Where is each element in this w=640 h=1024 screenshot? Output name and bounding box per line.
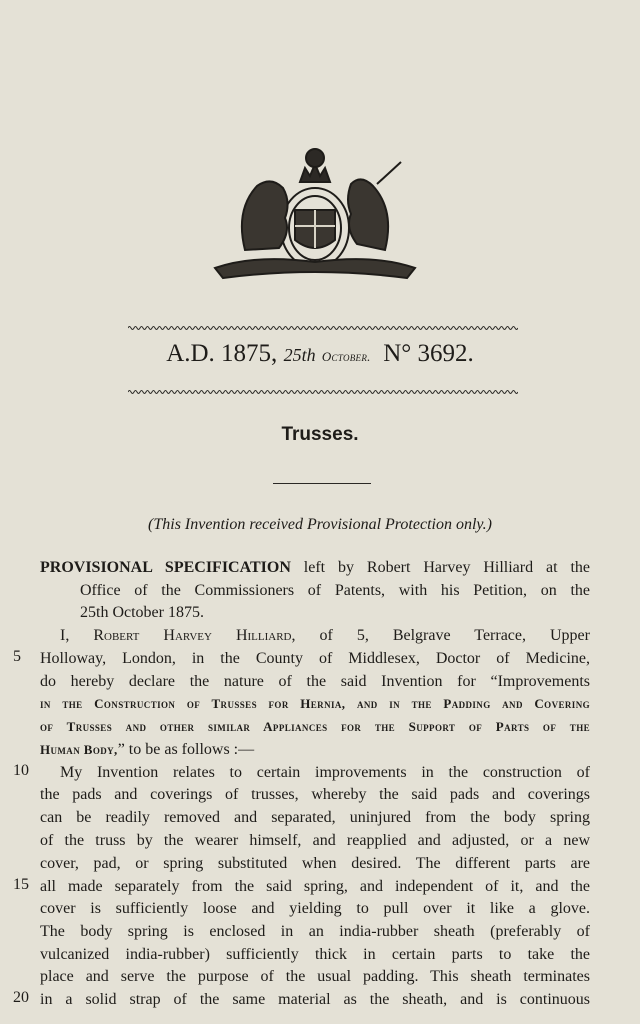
text-fragment: PROVISIONAL SPECIFICATION [40,559,291,576]
ornamental-rule-top [128,324,518,332]
text-fragment: the pads and coverings of trusses, whereby the said pads and coverings [40,786,590,803]
text-line [40,739,590,761]
heading-ad: A.D. 1875, [166,340,278,367]
text-fragment: Holloway, London, in the County of Middlesex, Doctor of Medicine, [40,650,590,667]
heading-month: October. [321,349,371,364]
heading-date: 25th [283,345,316,365]
heading-number: N° 3692. [383,340,474,367]
text-fragment: of the truss by the wearer himself, and reapplied and adjusted, or a new [40,832,590,849]
text-line [40,716,590,738]
text-line [40,807,590,829]
text-line [80,602,590,624]
text-line [40,898,590,920]
text-fragment: cover is sufficiently loose and yielding to pull over it like a glove. [40,900,590,917]
text-fragment: all made separately from the said spring, and independent of it, and the [40,878,590,895]
line-number: 15 [13,876,29,893]
text-line [40,876,590,898]
text-fragment: 25th October 1875. [80,604,204,621]
line-number: 20 [13,989,29,1006]
page-title: Trusses. [281,424,359,445]
text-fragment: I, [60,627,94,644]
text-line [40,966,590,988]
text-fragment: Human Body, [40,742,118,757]
text-line [60,762,590,784]
text-fragment: My Invention relates to certain improvements in the construction of [60,764,590,781]
text-line [40,693,590,715]
text-fragment: do hereby declare the nature of the said Invention for “Improvements [40,673,590,690]
patent-heading [0,340,640,368]
text-fragment: left by Robert Harvey Hilliard at the [290,559,591,576]
text-fragment: Robert Harvey Hilliard [93,627,292,644]
line-number: 5 [13,648,21,665]
text-fragment: of Trusses and other similar Appliances for the Support of Parts of the [40,719,590,734]
ornamental-rule-bottom [128,388,518,396]
text-fragment: can be readily removed and separated, uninjured from the body spring [40,809,590,826]
title-divider [273,483,371,484]
provisional-note: (This Invention received Provisional Protection only.) [148,516,492,533]
text-fragment: place and serve the purpose of the usual padding. This sheath terminates [40,968,590,985]
royal-coat-of-arms-icon [205,140,425,282]
text-line [40,853,590,875]
text-fragment: cover, pad, or spring substituted when desired. The different parts are [40,855,590,872]
text-line [40,671,590,693]
text-fragment: , of 5, Belgrave Terrace, Upper [291,627,590,644]
text-line [40,648,590,670]
text-line [40,944,590,966]
text-fragment: The body spring is enclosed in an india-rubber sheath (preferably of [40,923,590,940]
text-line [60,625,590,647]
text-line [40,557,590,579]
text-line [40,989,590,1011]
text-line [80,580,590,602]
line-number: 10 [13,762,29,779]
text-fragment: in a solid strap of the same material as the sheath, and is continuous [40,991,590,1008]
text-fragment: vulcanized india-rubber) sufficiently thick in certain parts to take the [40,946,590,963]
text-fragment: Office of the Commissioners of Patents, with his Petition, on the [80,582,590,599]
text-line [40,921,590,943]
text-line [40,784,590,806]
text-fragment: ” to be as follows :— [117,741,255,758]
text-fragment: in the Construction of Trusses for Hernia, and in the Padding and Covering [40,696,590,711]
text-line [40,830,590,852]
